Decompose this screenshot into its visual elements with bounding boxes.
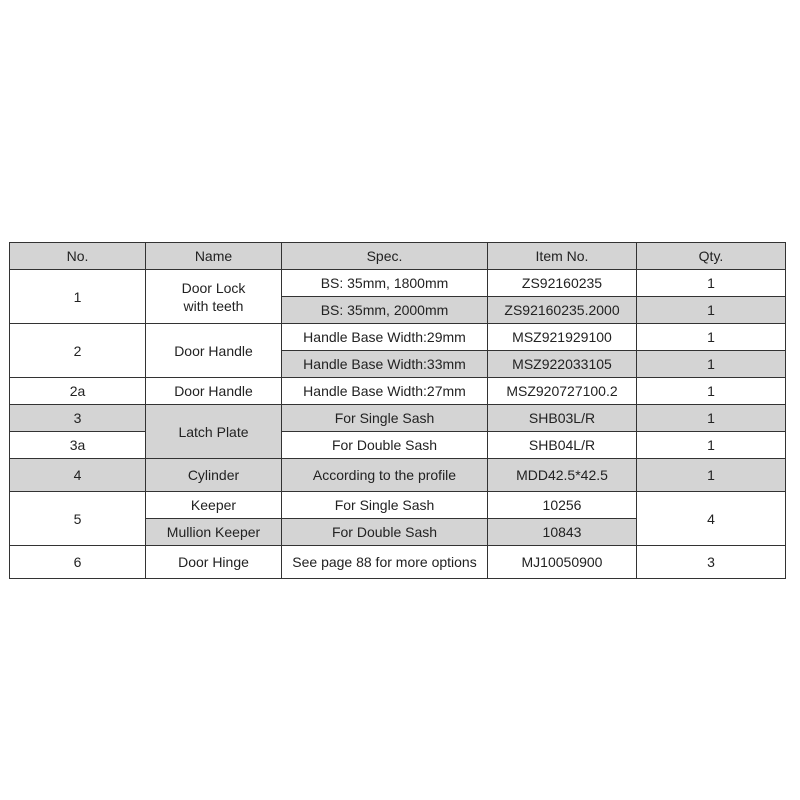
cell-spec: Handle Base Width:29mm [282,324,488,351]
table-row [10,324,786,351]
table-row [10,270,786,297]
cell-qty: 4 [637,492,786,546]
cell-spec: For Double Sash [282,432,488,459]
cell-no: 5 [10,492,146,546]
cell-item-no: SHB03L/R [488,405,637,432]
cell-name: Door Handle [146,378,282,405]
table-row [10,432,786,459]
cell-qty: 1 [637,351,786,378]
cell-spec: For Double Sash [282,519,488,546]
cell-no: 3 [10,405,146,432]
cell-item-no: MSZ921929100 [488,324,637,351]
cell-name-line1: Door Lock [181,279,246,296]
cell-name: Keeper [146,492,282,519]
cell-qty: 1 [637,405,786,432]
cell-spec: According to the profile [282,459,488,492]
cell-no: 2a [10,378,146,405]
cell-spec: Handle Base Width:27mm [282,378,488,405]
cell-name-line2: with teeth [183,297,244,314]
cell-qty: 1 [637,297,786,324]
table-row [10,492,786,519]
cell-qty: 3 [637,546,786,579]
cell-no: 3a [10,432,146,459]
table-row [10,546,786,579]
cell-item-no: SHB04L/R [488,432,637,459]
cell-spec: For Single Sash [282,492,488,519]
cell-name: Mullion Keeper [146,519,282,546]
cell-qty: 1 [637,270,786,297]
cell-qty: 1 [637,324,786,351]
cell-item-no: MSZ920727100.2 [488,378,637,405]
header-no: No. [10,243,146,270]
cell-spec: Handle Base Width:33mm [282,351,488,378]
header-item-no: Item No. [488,243,637,270]
cell-name: Latch Plate [146,405,282,459]
cell-item-no: MJ10050900 [488,546,637,579]
cell-no: 6 [10,546,146,579]
cell-no: 4 [10,459,146,492]
cell-item-no: ZS92160235.2000 [488,297,637,324]
table-row [10,405,786,432]
cell-spec: For Single Sash [282,405,488,432]
cell-name: Door Handle [146,324,282,378]
table-row [10,459,786,492]
cell-no: 2 [10,324,146,378]
cell-spec: BS: 35mm, 2000mm [282,297,488,324]
cell-name [146,270,282,324]
cell-spec: See page 88 for more options [282,546,488,579]
cell-item-no: MSZ922033105 [488,351,637,378]
cell-name: Door Hinge [146,546,282,579]
cell-qty: 1 [637,459,786,492]
header-spec: Spec. [282,243,488,270]
cell-qty: 1 [637,378,786,405]
cell-item-no: MDD42.5*42.5 [488,459,637,492]
cell-item-no: ZS92160235 [488,270,637,297]
cell-no: 1 [10,270,146,324]
cell-item-no: 10256 [488,492,637,519]
header-qty: Qty. [637,243,786,270]
header-name: Name [146,243,282,270]
cell-item-no: 10843 [488,519,637,546]
cell-qty: 1 [637,432,786,459]
parts-table [9,242,786,579]
cell-name: Cylinder [146,459,282,492]
table-row [10,378,786,405]
cell-spec: BS: 35mm, 1800mm [282,270,488,297]
header-row [10,243,786,270]
